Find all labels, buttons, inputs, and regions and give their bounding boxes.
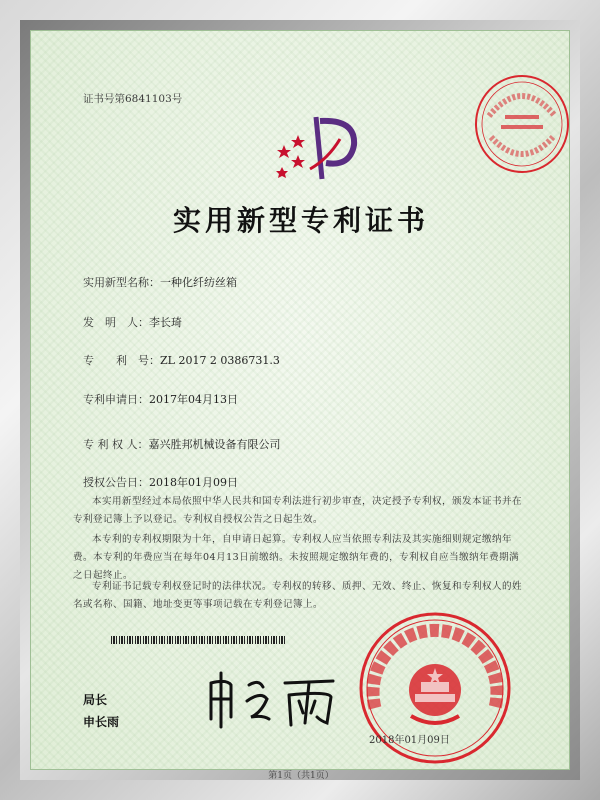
utility-model-name-label: 实用新型名称： — [83, 276, 160, 289]
director-name: 申长雨 — [83, 715, 120, 729]
patent-number-value: ZL 2017 2 0386731.3 — [160, 354, 280, 367]
filing-date-value: 2017年04月13日 — [149, 393, 238, 406]
inventor-label: 发 明 人： — [83, 316, 149, 329]
inventor-row — [83, 314, 182, 330]
patent-holder-label: 专 利 权 人： — [83, 438, 149, 451]
patent-number-row — [83, 352, 280, 368]
patent-holder-row — [83, 436, 281, 452]
filing-date-row — [83, 391, 238, 407]
barcode — [111, 636, 287, 644]
grant-date-label: 授权公告日： — [83, 476, 149, 489]
inventor-value: 李长琦 — [149, 316, 182, 329]
patent-holder-value: 嘉兴胜邦机械设备有限公司 — [148, 438, 281, 451]
certificate-paragraph: 专利证书记载专利权登记时的法律状况。专利权的转移、质押、无效、终止、恢复和专利权人的姓名或名称、国籍、地址变更等事项记载在专利登记簿上。 — [73, 581, 523, 610]
certificate-number: 证书号第6841103号 — [83, 93, 183, 105]
grant-date-row — [83, 474, 238, 490]
patent-number-label: 专 利 号： — [83, 354, 160, 367]
utility-model-name-value: 一种化纤纺丝箱 — [160, 276, 237, 289]
filing-date-label: 专利申请日： — [83, 393, 149, 406]
director-title: 局长 — [83, 693, 108, 707]
page-number: 第1页（共1页） — [268, 771, 334, 781]
seal-date: 2018年01月09日 — [369, 735, 450, 746]
certificate-paper — [30, 30, 570, 781]
director-signature — [201, 661, 351, 731]
certificate-paragraph: 本实用新型经过本局依照中华人民共和国专利法进行初步审查，决定授予专利权，颁发本证书并在专利登记簿上予以登记。专利权自授权公告之日起生效。 — [73, 496, 523, 525]
grant-date-value: 2018年01月09日 — [149, 476, 238, 489]
certificate-paragraph: 本专利的专利权期限为十年，自申请日起算。专利权人应当依照专利法及其实施细则规定缴纳年费。本专利的年费应当在每年04月13日前缴纳。未按照规定缴纳年费的，专利权自应当缴纳年费期满之日起终止。 — [73, 534, 520, 581]
certificate-title: 实用新型专利证书 — [172, 204, 429, 237]
patent-office-logo-icon — [268, 109, 378, 189]
utility-model-name-row — [83, 274, 237, 290]
agency-stamp — [469, 71, 575, 177]
